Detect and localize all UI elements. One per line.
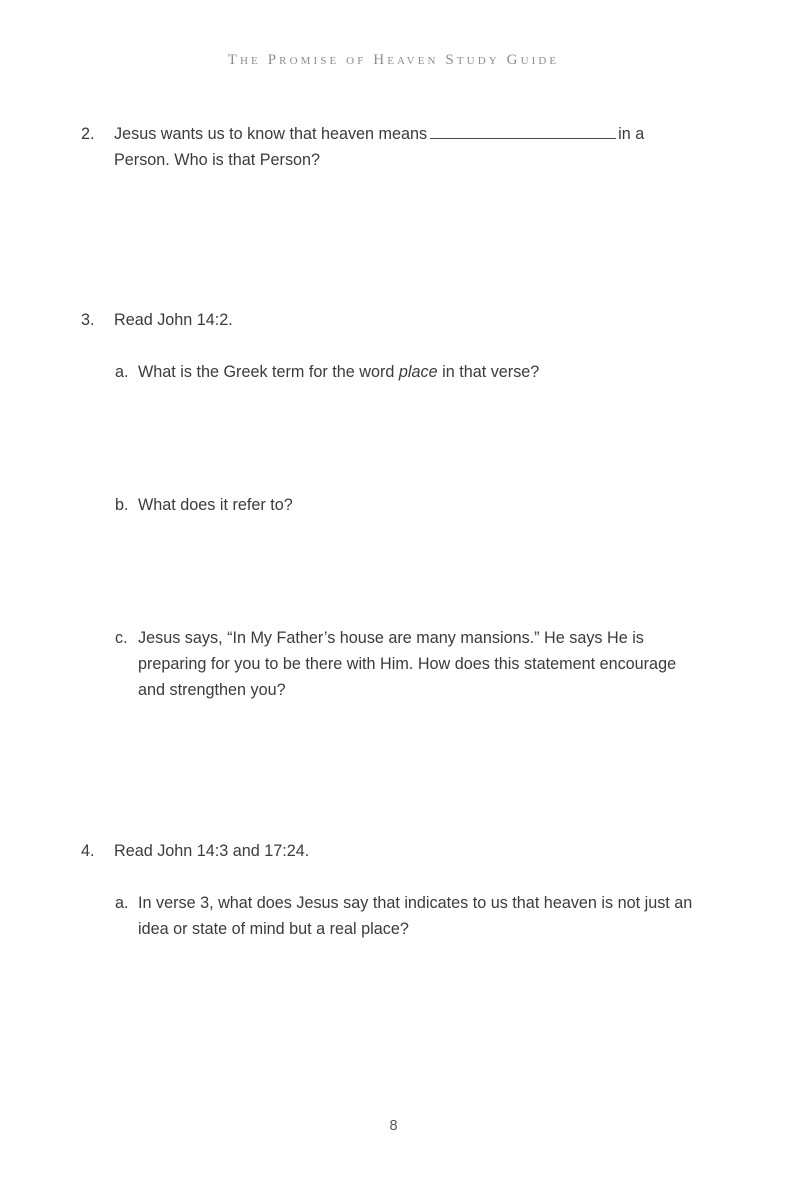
question-3b-text: What does it refer to? xyxy=(138,496,293,514)
question-3a xyxy=(115,359,695,385)
question-2-text-after-blank: in a Person. Who is that Person? xyxy=(114,125,645,169)
question-4 xyxy=(81,838,696,864)
page-number: 8 xyxy=(389,1118,398,1134)
question-3c-text: Jesus says, “In My Father’s house are many mansions.” He says He is preparing for you to be there with Him. How does this statement encourage and strengthen you? xyxy=(138,629,677,699)
question-3a-letter: a. xyxy=(115,363,129,381)
question-4a-letter: a. xyxy=(115,894,129,912)
question-3a-text-part2: in that verse? xyxy=(442,363,540,381)
question-3b-letter: b. xyxy=(115,496,129,514)
question-2-text-before-blank: Jesus wants us to know that heaven means xyxy=(114,125,428,143)
question-4a-text: In verse 3, what does Jesus say that indicates to us that heaven is not just an idea or state of mind but a real place? xyxy=(138,894,693,938)
question-3-text: Read John 14:2. xyxy=(114,311,233,329)
question-3a-text xyxy=(138,359,695,385)
question-3a-text-part1: What is the Greek term for the word xyxy=(138,363,395,381)
question-3c xyxy=(115,625,693,703)
question-3c-letter: c. xyxy=(115,629,128,647)
question-3b xyxy=(115,492,695,518)
question-2 xyxy=(81,121,696,173)
question-4-text: Read John 14:3 and 17:24. xyxy=(114,842,310,860)
question-3 xyxy=(81,307,696,333)
question-3-number: 3. xyxy=(81,311,95,329)
running-head: The Promise of Heaven Study Guide xyxy=(227,52,560,68)
question-4a xyxy=(115,890,695,942)
question-4-number: 4. xyxy=(81,842,95,860)
question-2-number: 2. xyxy=(81,125,95,143)
question-3a-italic-word: place xyxy=(398,363,438,381)
question-2-text xyxy=(114,121,696,173)
question-2-fill-in-blank[interactable] xyxy=(430,123,616,139)
